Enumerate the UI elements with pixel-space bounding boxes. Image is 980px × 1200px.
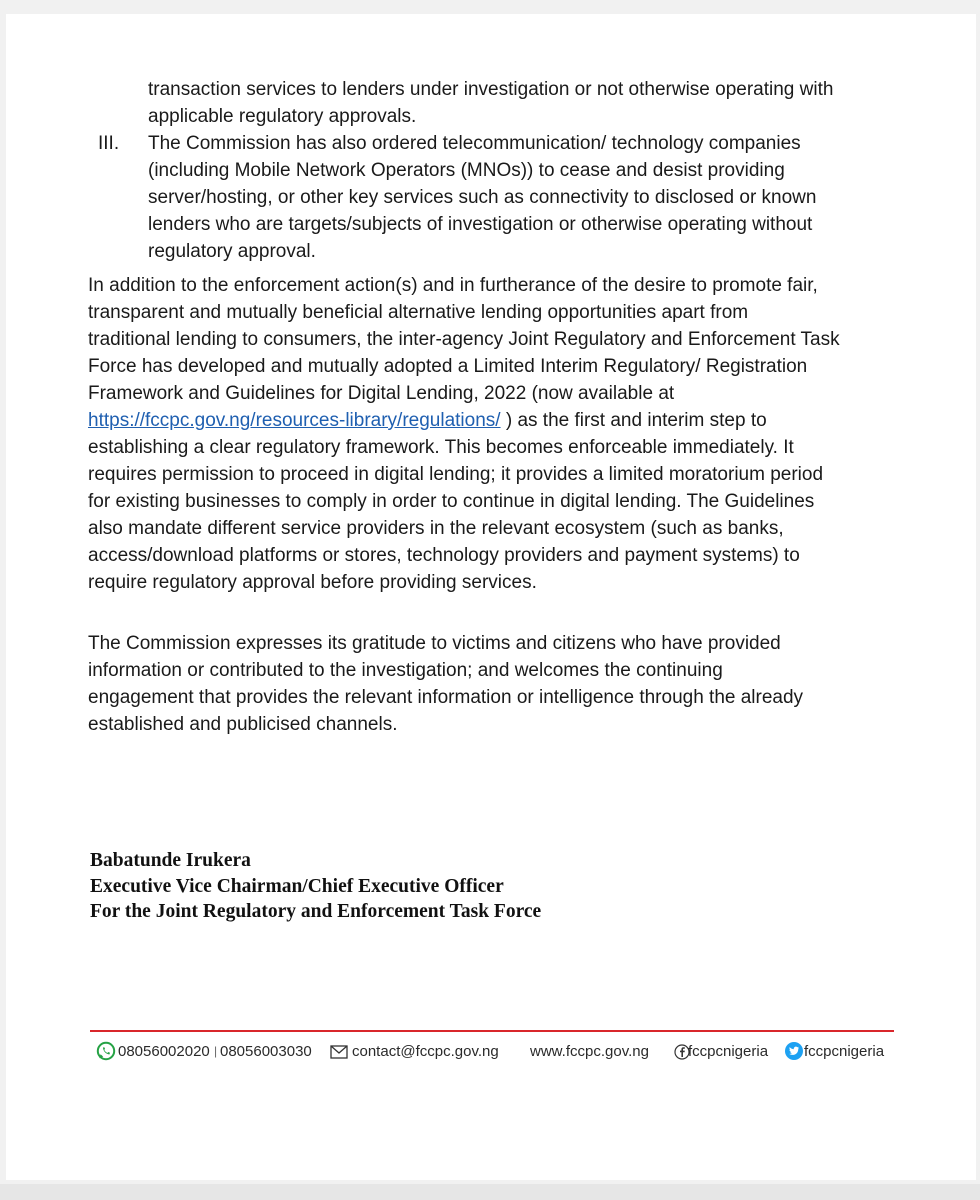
regulations-link[interactable]: https://fccpc.gov.ng/resources-library/regulations/ [88,410,501,431]
list-item [88,130,888,265]
paragraph-line: access/download platforms or stores, technology providers and payment systems) to [88,545,800,566]
list-item-line: (including Mobile Network Operators (MNOs)) to cease and desist providing [148,160,785,181]
phone-number[interactable]: 08056002020 [118,1043,210,1060]
phone-number[interactable]: 08056003030 [220,1043,312,1060]
list-item-line: server/hosting, or other key services such as connectivity to disclosed or known [148,187,817,208]
paragraph-gratitude [88,630,888,738]
paragraph-line: In addition to the enforcement action(s) and in furtherance of the desire to promote fair, [88,275,818,296]
list-item-line: transaction services to lenders under investigation or not otherwise operating with [148,79,834,100]
twitter-icon [784,1041,804,1061]
viewer-bottom-band [0,1184,980,1200]
list-item-line: applicable regulatory approvals. [148,106,417,127]
paragraph-guidelines [88,272,888,596]
paragraph-line: Framework and Guidelines for Digital Lending, 2022 (now available at [88,383,675,404]
paragraph-line: requires permission to proceed in digital lending; it provides a limited moratorium period [88,464,824,485]
paragraph-line: traditional lending to consumers, the inter-agency Joint Regulatory and Enforcement Task [88,329,840,350]
phone-separator: | [214,1044,218,1058]
list-item-line: The Commission has also ordered telecommunication/ technology companies [148,133,801,154]
facebook-handle[interactable]: fccpcnigeria [688,1043,769,1060]
numbered-list [88,76,888,265]
mail-icon [330,1045,348,1059]
twitter-handle[interactable]: fccpcnigeria [804,1043,885,1060]
list-item-line: lenders who are targets/subjects of investigation or otherwise operating without [148,214,813,235]
paragraph-line: transparent and mutually beneficial alternative lending opportunities apart from [88,302,749,323]
signature-block [90,848,541,925]
list-item [88,76,888,130]
signatory-title: Executive Vice Chairman/Chief Executive Officer [90,875,504,897]
list-item-line: regulatory approval. [148,241,316,262]
signatory-name: Babatunde Irukera [90,850,251,871]
paragraph-line: also mandate different service providers in the relevant ecosystem (such as banks, [88,518,784,539]
paragraph-line: for existing businesses to comply in order to continue in digital lending. The Guidelines [88,491,815,512]
paragraph-line-with-link [88,407,888,434]
paragraph-line: require regulatory approval before providing services. [88,572,537,593]
paragraph-line: establishing a clear regulatory framework. This becomes enforceable immediately. It [88,437,794,458]
document-page [6,14,976,1180]
paragraph-line: Force has developed and mutually adopted a Limited Interim Regulatory/ Registration [88,356,808,377]
paragraph-line: information or contributed to the investigation; and welcomes the continuing [88,660,723,681]
email-link[interactable]: contact@fccpc.gov.ng [352,1043,499,1060]
signatory-organization: For the Joint Regulatory and Enforcement Task Force [90,901,542,922]
footer-contact-bar [90,1040,900,1066]
paragraph-line: The Commission expresses its gratitude to victims and citizens who have provided [88,633,781,654]
website-link[interactable]: www.fccpc.gov.ng [530,1043,649,1060]
list-numeral: III. [98,133,120,154]
footer-divider [90,1030,894,1032]
paragraph-line: engagement that provides the relevant information or intelligence through the already [88,687,804,708]
whatsapp-icon [96,1041,116,1061]
link-tail-text: ) as the first and interim step to [500,410,767,431]
paragraph-line: established and publicised channels. [88,714,398,735]
